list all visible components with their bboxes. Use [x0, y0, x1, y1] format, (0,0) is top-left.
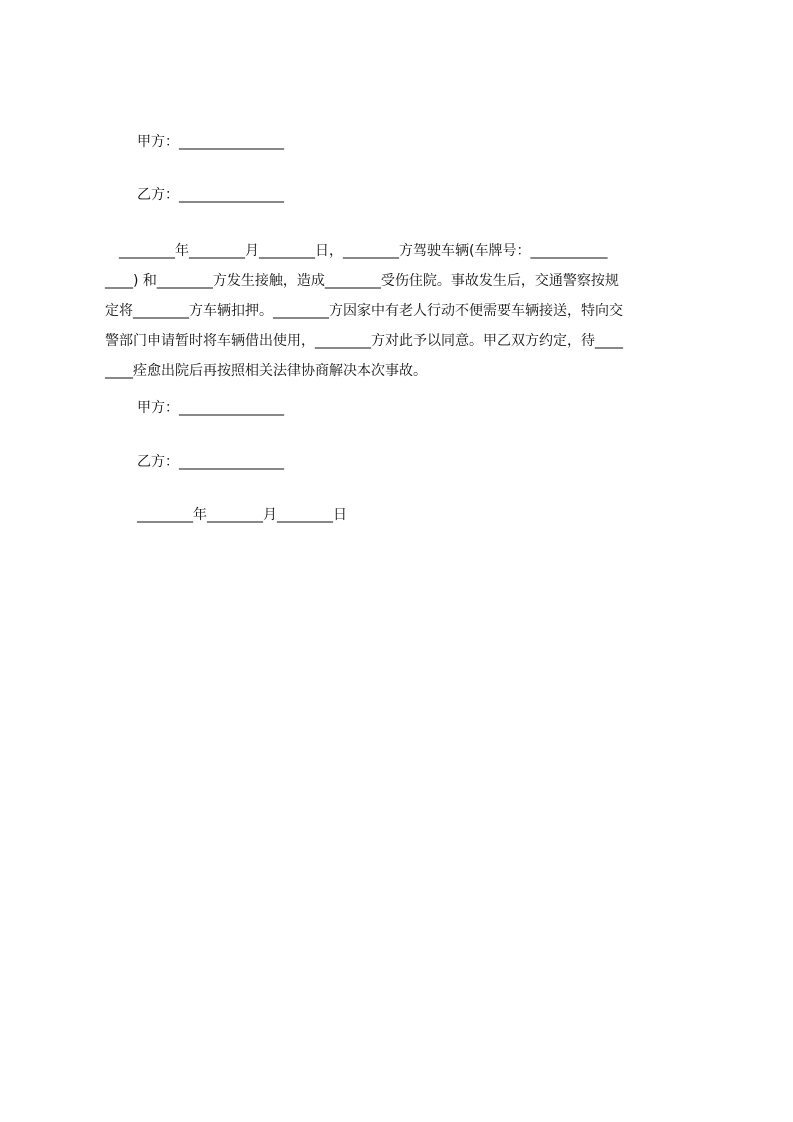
footer-party-a-signature-line: 甲方：_______________: [137, 400, 284, 416]
agreement-body: [105, 236, 705, 386]
body-line: ________年________月________日，________方驾驶车辆(车牌号：___________: [105, 243, 608, 259]
party-b-signature-line: 乙方：_______________: [137, 187, 284, 203]
party-a-signature-line: 甲方：_______________: [137, 134, 284, 150]
footer-party-b-signature-line: 乙方：_______________: [137, 454, 284, 470]
body-line: ____) 和________方发生接触，造成________受伤住院。事故发生后，交通警察按规: [105, 273, 619, 289]
body-line: 定将________方车辆扣押。________方因家中有老人行动不便需要车辆接送，特向交: [105, 303, 623, 319]
signing-date-line: ________年________月________日: [137, 507, 347, 523]
body-line: ____痊愈出院后再按照相关法律协商解决本次事故。: [105, 363, 427, 379]
body-line: 警部门申请暂时将车辆借出使用，________方对此予以同意。甲乙双方约定，待____: [105, 333, 623, 349]
